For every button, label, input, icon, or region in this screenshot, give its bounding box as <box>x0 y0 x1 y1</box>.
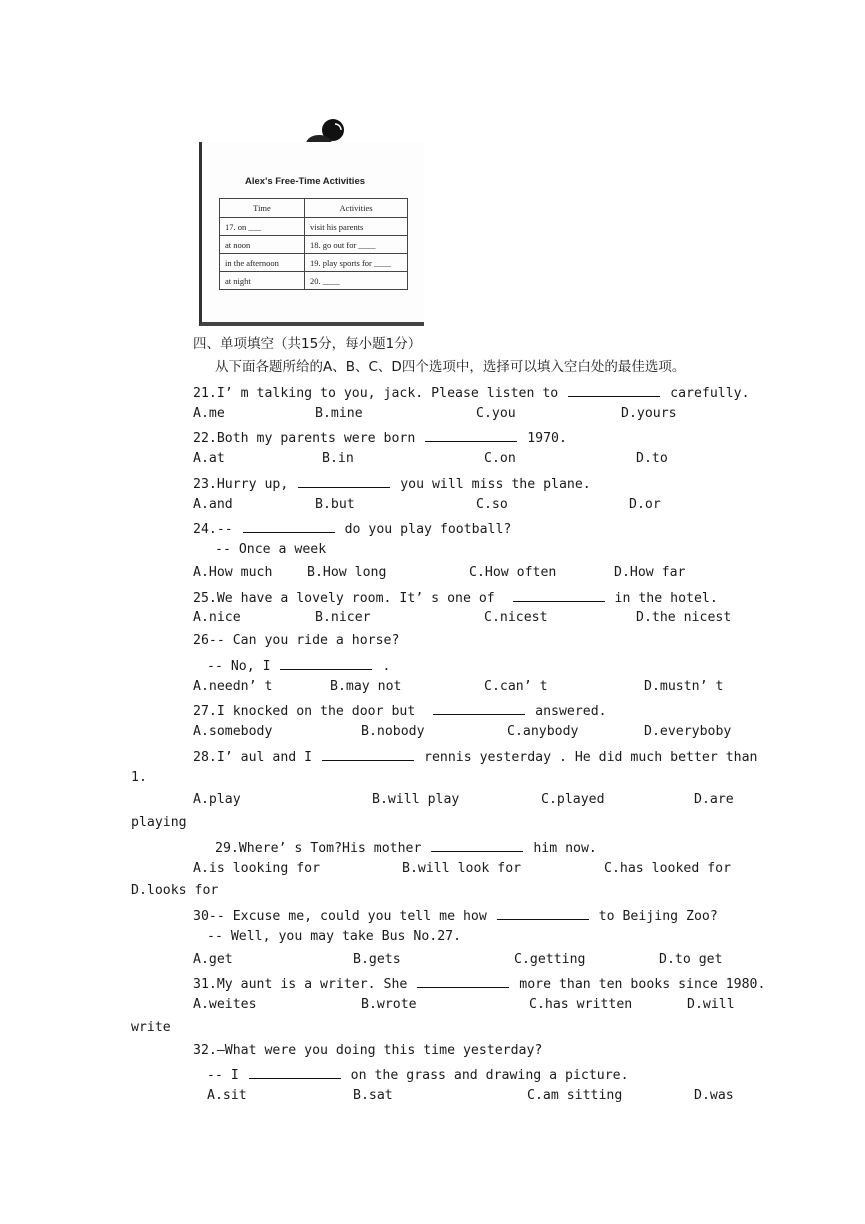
answer-blank[interactable] <box>243 518 335 533</box>
answer-blank[interactable] <box>568 382 660 397</box>
option-d: D.was <box>694 1088 734 1103</box>
option-c: C.on <box>484 451 516 466</box>
option-b: B.nicer <box>315 610 371 625</box>
option-c: C.getting <box>514 952 586 967</box>
option-d: D.are <box>694 792 734 807</box>
option-a: A.nice <box>193 610 241 625</box>
table-row <box>220 218 408 236</box>
option-d: D.the nicest <box>636 610 732 625</box>
dialogue-reply: -- I on the grass and drawing a picture. <box>207 1064 629 1085</box>
option-c: C.so <box>476 497 508 512</box>
option-a: A.get <box>193 952 233 967</box>
answer-blank[interactable] <box>513 587 605 602</box>
option-d: D.to get <box>659 952 723 967</box>
dialogue-reply: -- Once a week <box>215 542 327 557</box>
answer-blank[interactable] <box>280 655 372 670</box>
option-d: D.looks for <box>131 883 219 898</box>
question-27: 27.I knocked on the door but answered. <box>193 700 607 721</box>
option-b: B.mine <box>315 406 363 421</box>
question-22: 22.Both my parents were born 1970. <box>193 427 567 448</box>
option-b: B.will play <box>372 792 460 807</box>
time-cell: in the afternoon <box>220 254 305 272</box>
option-c: C.anybody <box>507 724 579 739</box>
option-b: B.but <box>315 497 355 512</box>
answer-blank[interactable] <box>298 473 390 488</box>
option-c: C.How often <box>469 565 557 580</box>
option-a: A.needn’ t <box>193 679 273 694</box>
question-23: 23.Hurry up, you will miss the plane. <box>193 473 591 494</box>
dialogue-reply: -- No, I . <box>207 655 390 676</box>
table-row <box>220 272 408 290</box>
option-a: A.play <box>193 792 241 807</box>
figure-title: Alex's Free-Time Activities <box>245 176 366 187</box>
question-28: 28.I’ aul and I rennis yesterday . He did much better than <box>193 746 757 767</box>
answer-blank[interactable] <box>425 427 517 442</box>
option-c: C.can’ t <box>484 679 548 694</box>
question-24: 24.-- do you play football? <box>193 518 511 539</box>
answer-blank[interactable] <box>322 746 414 761</box>
option-b: B.sat <box>353 1088 393 1103</box>
answer-blank[interactable] <box>417 973 509 988</box>
option-b: B.in <box>322 451 354 466</box>
option-a: A.somebody <box>193 724 273 739</box>
question-25: 25.We have a lovely room. It’ s one of in the hotel. <box>193 587 718 608</box>
option-a: A.How much <box>193 565 273 580</box>
activity-cell: 20. ____ <box>305 272 408 290</box>
option-b: B.will look for <box>402 861 522 876</box>
option-b: B.may not <box>330 679 402 694</box>
option-a: A.at <box>193 451 225 466</box>
table-header-activities: Activities <box>305 199 408 218</box>
wrapped-text: playing <box>131 815 187 830</box>
table-row <box>220 236 408 254</box>
option-d: D.yours <box>621 406 677 421</box>
option-b: B.gets <box>353 952 401 967</box>
option-c: C.am sitting <box>527 1088 623 1103</box>
dialogue-reply: -- Well, you may take Bus No.27. <box>207 929 462 944</box>
activity-cell: visit his parents <box>305 218 408 236</box>
time-cell: at night <box>220 272 305 290</box>
option-a: A.me <box>193 406 225 421</box>
wrapped-text: write <box>131 1020 171 1035</box>
answer-blank[interactable] <box>497 905 589 920</box>
section-heading: 四、单项填空（共15分，每小题1分） <box>193 336 422 352</box>
option-d: D.to <box>636 451 668 466</box>
wrapped-text: 1. <box>131 770 147 785</box>
option-c: C.played <box>541 792 605 807</box>
answer-blank[interactable] <box>249 1064 341 1079</box>
question-30: 30-- Excuse me, could you tell me how to Beijing Zoo? <box>193 905 718 926</box>
option-d: D.How far <box>614 565 686 580</box>
option-c: C.you <box>476 406 516 421</box>
option-c: C.has looked for <box>604 861 732 876</box>
table-row <box>220 254 408 272</box>
option-d: D.mustn’ t <box>644 679 724 694</box>
answer-blank[interactable] <box>431 837 523 852</box>
option-d: D.or <box>629 497 661 512</box>
activities-table <box>219 198 408 290</box>
question-21: 21.I’ m talking to you, jack. Please listen to carefully. <box>193 382 750 403</box>
answer-blank[interactable] <box>433 700 525 715</box>
option-c: C.has written <box>529 997 633 1012</box>
option-a: A.weites <box>193 997 257 1012</box>
question-31: 31.My aunt is a writer. She more than ten books since 1980. <box>193 973 765 994</box>
option-d: D.will <box>687 997 735 1012</box>
activity-cell: 18. go out for ____ <box>305 236 408 254</box>
question-29: 29.Where’ s Tom?His mother him now. <box>215 837 597 858</box>
option-c: C.nicest <box>484 610 548 625</box>
table-header-time: Time <box>220 199 305 218</box>
time-cell: 17. on ___ <box>220 218 305 236</box>
option-d: D.everyboby <box>644 724 732 739</box>
question-32: 32.—What were you doing this time yesterday? <box>193 1043 543 1058</box>
question-26: 26-- Can you ride a horse? <box>193 633 400 648</box>
activity-cell: 19. play sports for ____ <box>305 254 408 272</box>
option-a: A.is looking for <box>193 861 321 876</box>
option-a: A.sit <box>207 1088 247 1103</box>
option-a: A.and <box>193 497 233 512</box>
option-b: B.How long <box>307 565 387 580</box>
time-cell: at noon <box>220 236 305 254</box>
option-b: B.wrote <box>361 997 417 1012</box>
activities-figure <box>193 112 423 326</box>
section-instruction: 从下面各题所给的A、B、C、D四个选项中，选择可以填入空白处的最佳选项。 <box>215 359 686 375</box>
option-b: B.nobody <box>361 724 425 739</box>
